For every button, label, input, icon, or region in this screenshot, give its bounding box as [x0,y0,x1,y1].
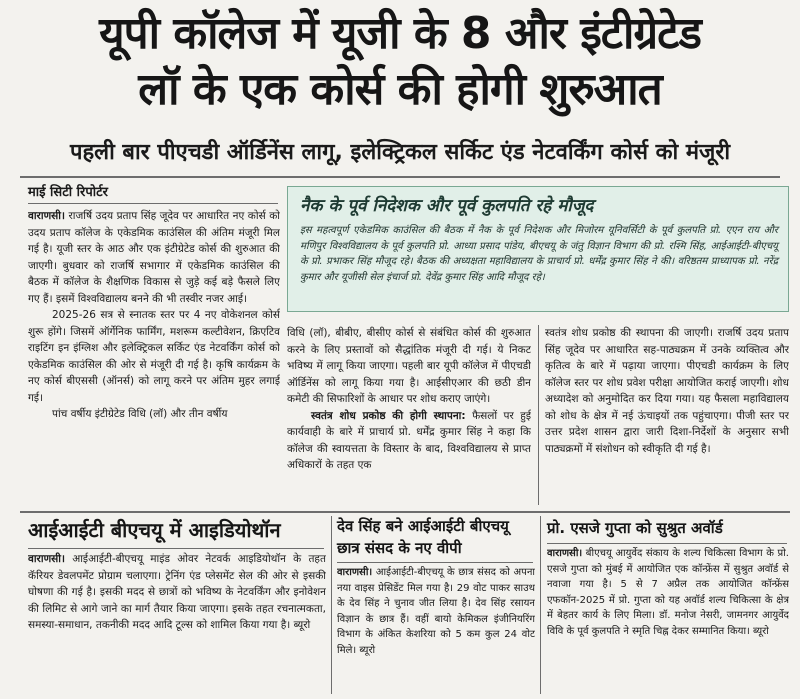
story-2-divider [28,548,324,549]
story-2-headline: आईआईटी बीएचयू में आइडियोथॉन [28,518,281,542]
main-story-paragraph-2: 2025-26 सत्र से स्नातक स्तर पर 4 नए वोकेशनल कोर्स शुरू होंगे। जिसमें ऑर्गेनिक फार्मिंग, मशरूम कल्टीवेशन, क्रिएटिव राइटिंग इन इंग्लिश और इलेक्ट्रिकल सर्किट एंड नेटवर्किंग कोर्स को एकेडमिक काउंसिल की ओर से मंजूरी दी गई है। कृषि कार्यक्रम के नए कोर्स बीएससी (ऑनर्स) को लागू करने पर अंतिम मुहर लगाई गई। [28,309,280,404]
story-4-dateline: वाराणसी। [547,548,583,559]
sidebar-box-text: इस महत्वपूर्ण एकेडमिक काउंसिल की बैठक में नैक के पूर्व निदेशक और मिजोरम यूनिवर्सिटी के पूर्व कुलपति प्रो. एएन राय और मणिपुर विश्वविद्यालय के पूर्व कुलपति प्रो. आध्या प्रसाद पांडेय, बीएचयू के जंतु विज्ञान विभाग की प्रो. रश्मि सिंह, आईआईटी-बीएचयू के प्रो. प्रभाकर सिंह मौजूद रहे। बैठक की अध्यक्षता महाविद्यालय के प्राचार्य प्रो. धर्मेंद्र कुमार सिंह ने की। वरिष्ठतम प्राध्यापक प्रो. नरेंद्र कुमार और यूजीसी सेल इंचार्ज प्रो. देवेंद्र कुमार सिंह आदि मौजूद रहे। [300,225,778,283]
story-4-text: वाराणसी। बीएचयू आयुर्वेद संकाय के शल्य चिकित्सा विभाग के प्रो. एसजे गुप्ता को मुंबई में आयोजित एक कॉन्फ्रेंस में सुश्रुत अवॉर्ड से नवाजा गया है। 5 से 7 अप्रैल तक आयोजित कॉन्फ्रेंस एफकॉन-2025 में प्रो. गुप्ता को यह अवॉर्ड शल्य चिकित्सा के क्षेत्र में बेहतर कार्य के लिए मिला। डॉ. मनोज नेसरी, जामनगर आयुर्वेद विवि के पूर्व कुलपति ने स्मृति चिह्न देकर सम्मानित किया। ब्यूरो [547,548,789,637]
section-divider [20,511,790,513]
main-story-column-2 [287,325,531,508]
story-3-dateline: वाराणसी। [337,567,373,578]
story-2-dateline: वाराणसी। [28,553,65,565]
story-4-divider [547,543,787,544]
sidebar-box-heading: नैक के पूर्व निदेशक और पूर्व कुलपति रहे मौजूद [300,196,594,216]
headline-line-1: यूपी कॉलेज में यूजी के 8 और इंटीग्रेटेड [99,8,701,59]
main-story-paragraph-3: पांच वर्षीय इंटीग्रेटेड विधि (लॉ) और तीन वर्षीय [52,408,228,420]
crosshead: स्वतंत्र शोध प्रकोष्ठ की होगी स्थापना: [311,409,466,422]
headline-line-2: लॉ के एक कोर्स की होगी शुरुआत [138,64,662,115]
story-3-headline-line-2: छात्र संसद के नए वीपी [337,539,462,557]
story-3-divider [337,562,533,563]
main-story-paragraph-5: स्वतंत्र शोध प्रकोष्ठ की होगी स्थापना: फैसलों पर हुई कार्यवाही के बारे में प्राचार्य प्रो. धर्मेंद्र कुमार सिंह ने कहा कि कॉलेज की स्वायत्तता के विस्तार के बाद, विश्वविद्यालय से प्राप्त अधिकारों के तहत एक [287,409,531,471]
story-3-text: वाराणसी। आईआईटी-बीएचयू के छात्र संसद को अपना नया वाइस प्रेसिडेंट मिल गया है। 29 वोट पाकर साउथ के देव सिंह ने चुनाव जीत लिया है। देव सिंह रसायन विज्ञान के छात्र हैं। वहीं बायो केमिकल इंजीनियरिंग विभाग के अंकित केशरिया को 5 कम कुल 24 वोट मिले। ब्यूरो [337,567,535,656]
sidebar-box [287,186,789,312]
subheadline: पहली बार पीएचडी ऑर्डिनेंस लागू, इलेक्ट्रिकल सर्किट एंड नेटवर्किंग कोर्स को मंजूरी [69,140,731,165]
main-story-paragraph-1: वाराणसी। राजर्षि उदय प्रताप सिंह जूदेव पर आधारित नए कोर्स को उदय प्रताप कॉलेज के एकेडमिक काउंसिल की अंतिम मंजूरी मिल गई है। यूजी स्तर के आठ और एक इंटीग्रेटेड कोर्स की शुरुआत की जाएगी। बुधवार को राजर्षि सभागार में एकेडमिक काउंसिल की बैठक में कॉलेज के शैक्षणिक विकास से जुड़े कई बड़े फैसले लिए गए हैं। इसमें विश्वविद्यालय बनने की भी तस्वीर नजर आई। [28,210,280,305]
story-4-headline: प्रो. एसजे गुप्ता को सुश्रुत अवॉर्ड [547,519,723,537]
story-3-headline-line-1: देव सिंह बने आईआईटी बीएचयू [337,517,509,535]
main-story-paragraph-4: विधि (लॉ), बीबीए, बीसीए कोर्स से संबंधित कोर्स की शुरुआत करने के लिए प्रस्तावों को सैद्धांतिक मंजूरी दी गई। ये निकट भविष्य में लागू किया जाएगा। पहली बार यूपी कॉलेज में पीएचडी ऑर्डिनेंस को लागू किया गया है। आईसीएआर की छठी डीन कमेटी की सिफारिशों के आधार पर शोध कराए जाएंगे। [287,327,531,405]
story-2-text: वाराणसी। आईआईटी-बीएचयू माइंड ओवर नेटवर्क आइडियोथॉन के तहत कॅरियर डेवलपमेंट प्रोग्राम चलाएगा। ट्रेनिंग एंड प्लेसमेंट सेल की ओर से इसकी घोषणा की गई है। इसकी मदद से छात्रों को भविष्य के नेटवर्किंग और इनोवेशन की लिमिट से आगे जाने का मार्ग तैयार किया जाएगा। इसके तहत रचनात्मकता, समस्या-समाधान, तकनीकी मदद आदि टूल्स को शामिल किया गया है। ब्यूरो [28,553,326,631]
main-story-column-1 [28,208,280,508]
byline: माई सिटी रिपोर्टर [28,185,108,200]
column-divider [538,325,539,505]
story-divider-2 [540,516,541,694]
main-story-paragraph-6: स्वतंत्र शोध प्रकोष्ठ की स्थापना की जाएगी। राजर्षि उदय प्रताप सिंह जूदेव पर आधारित सह-पाठ्यक्रम में उनके व्यक्तित्व और कृतित्व के बारे में पढ़ाया जाएगा। पीएचडी कार्यक्रम के लिए कॉलेज स्तर पर शोध प्रवेश परीक्षा आयोजित कराई जाएगी। शोध अध्यादेश को अनुमोदित कर दिया गया। यह फैसला महाविद्यालय को शोध के क्षेत्र में नई ऊंचाइयों तक पहुंचाएगा। पीजी स्तर पर उत्तर प्रदेश शासन द्वारा जारी दिशा-निर्देशों के अनुसार सभी पाठ्यक्रमों में संशोधन को स्वीकृति दी गई है। [545,327,789,455]
story-divider-1 [331,516,332,694]
byline-divider [28,203,278,204]
header-divider [20,176,780,178]
main-story-column-3 [545,325,789,508]
dateline: वाराणसी। [28,210,65,222]
